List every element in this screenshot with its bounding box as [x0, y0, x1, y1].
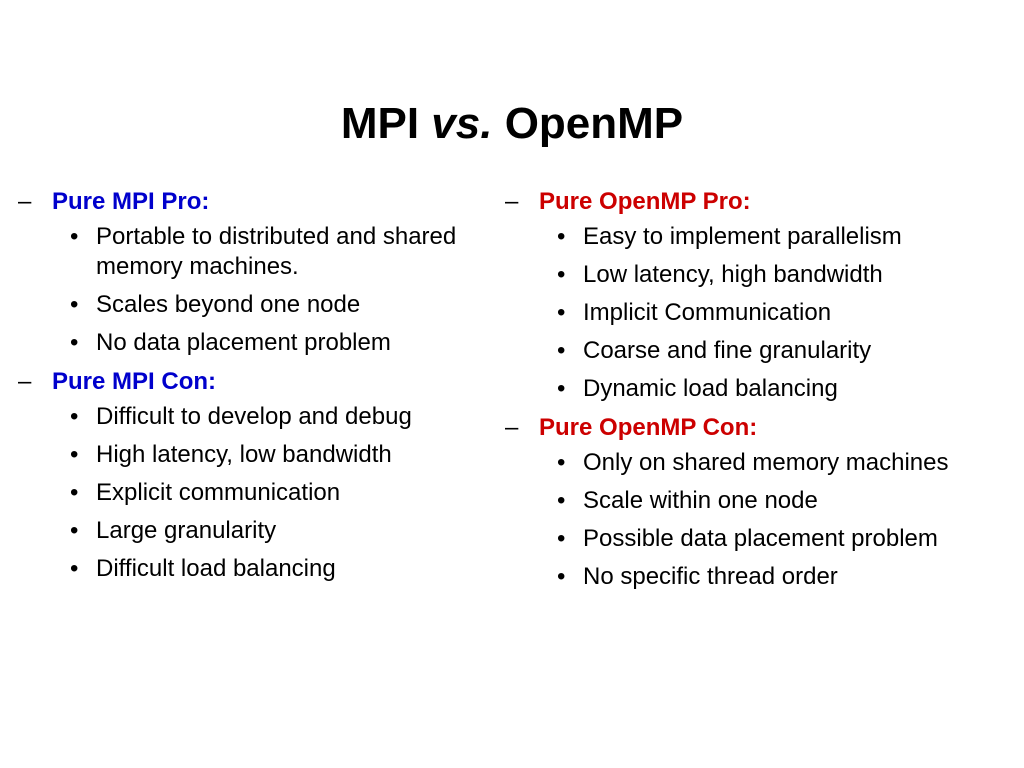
list-item-text: High latency, low bandwidth [96, 441, 392, 468]
mpi-con-section [18, 366, 488, 584]
mpi-pro-heading-text: Pure MPI Pro: [52, 188, 210, 215]
mpi-con-heading-text: Pure MPI Con: [52, 368, 217, 395]
title-part-openmp: OpenMP [492, 99, 684, 148]
list-item-text: Difficult to develop and debug [96, 403, 412, 430]
openmp-con-heading [505, 412, 1010, 444]
list-item [505, 562, 1010, 592]
bullet-marker: • [557, 337, 566, 364]
list-item-text: Implicit Communication [583, 299, 832, 326]
list-item-text: No specific thread order [583, 563, 838, 590]
bullet-marker: • [70, 329, 79, 356]
bullet-marker: • [557, 563, 566, 590]
list-item-text: Possible data placement problem [583, 525, 938, 552]
list-item-text: No data placement problem [96, 329, 391, 356]
list-item [18, 402, 488, 432]
list-item [18, 478, 488, 508]
mpi-pro-list [18, 222, 488, 358]
list-item [505, 374, 1010, 404]
bullet-marker: • [70, 479, 79, 506]
dash-marker: – [18, 368, 32, 395]
bullet-marker: • [557, 487, 566, 514]
slide-title [0, 96, 1024, 152]
list-item [18, 222, 488, 282]
openmp-con-section [505, 412, 1010, 592]
list-item [505, 336, 1010, 366]
bullet-marker: • [70, 555, 79, 582]
bullet-marker: • [557, 449, 566, 476]
list-item [18, 290, 488, 320]
list-item [505, 260, 1010, 290]
list-item [505, 524, 1010, 554]
openmp-pro-heading-text: Pure OpenMP Pro: [539, 188, 751, 215]
dash-marker: – [18, 188, 32, 215]
bullet-marker: • [70, 223, 79, 250]
openmp-con-heading-text: Pure OpenMP Con: [539, 414, 758, 441]
openmp-pro-heading [505, 186, 1010, 218]
title-vs: vs. [431, 99, 493, 148]
bullet-marker: • [70, 291, 79, 318]
list-item [505, 486, 1010, 516]
openmp-con-list [505, 448, 1010, 592]
mpi-con-heading [18, 366, 488, 398]
bullet-marker: • [557, 375, 566, 402]
title-part-mpi: MPI [340, 99, 432, 148]
list-item-text: Scale within one node [583, 487, 818, 514]
bullet-marker: • [557, 261, 566, 288]
list-item [18, 516, 488, 546]
list-item [18, 440, 488, 470]
bullet-marker: • [70, 517, 79, 544]
openmp-pro-section [505, 186, 1010, 404]
mpi-con-list [18, 402, 488, 584]
mpi-column [18, 186, 488, 592]
mpi-pro-section [18, 186, 488, 358]
mpi-pro-heading [18, 186, 488, 218]
openmp-pro-list [505, 222, 1010, 404]
bullet-marker: • [557, 223, 566, 250]
bullet-marker: • [70, 403, 79, 430]
openmp-column [505, 186, 1010, 600]
list-item-text: Coarse and fine granularity [583, 337, 872, 364]
list-item [505, 222, 1010, 252]
list-item-text: Dynamic load balancing [583, 375, 838, 402]
list-item-text: Difficult load balancing [96, 555, 336, 582]
list-item-text: Low latency, high bandwidth [583, 261, 883, 288]
list-item-text: Portable to distributed and shared memory machines. [96, 223, 457, 280]
dash-marker: – [505, 188, 519, 215]
list-item-text: Explicit communication [96, 479, 341, 506]
list-item [505, 298, 1010, 328]
bullet-marker: • [70, 441, 79, 468]
list-item [505, 448, 1010, 478]
bullet-marker: • [557, 299, 566, 326]
list-item [18, 554, 488, 584]
list-item-text: Easy to implement parallelism [583, 223, 902, 250]
list-item-text: Only on shared memory machines [583, 449, 949, 476]
list-item [18, 328, 488, 358]
list-item-text: Scales beyond one node [96, 291, 361, 318]
bullet-marker: • [557, 525, 566, 552]
dash-marker: – [505, 414, 519, 441]
list-item-text: Large granularity [96, 517, 277, 544]
